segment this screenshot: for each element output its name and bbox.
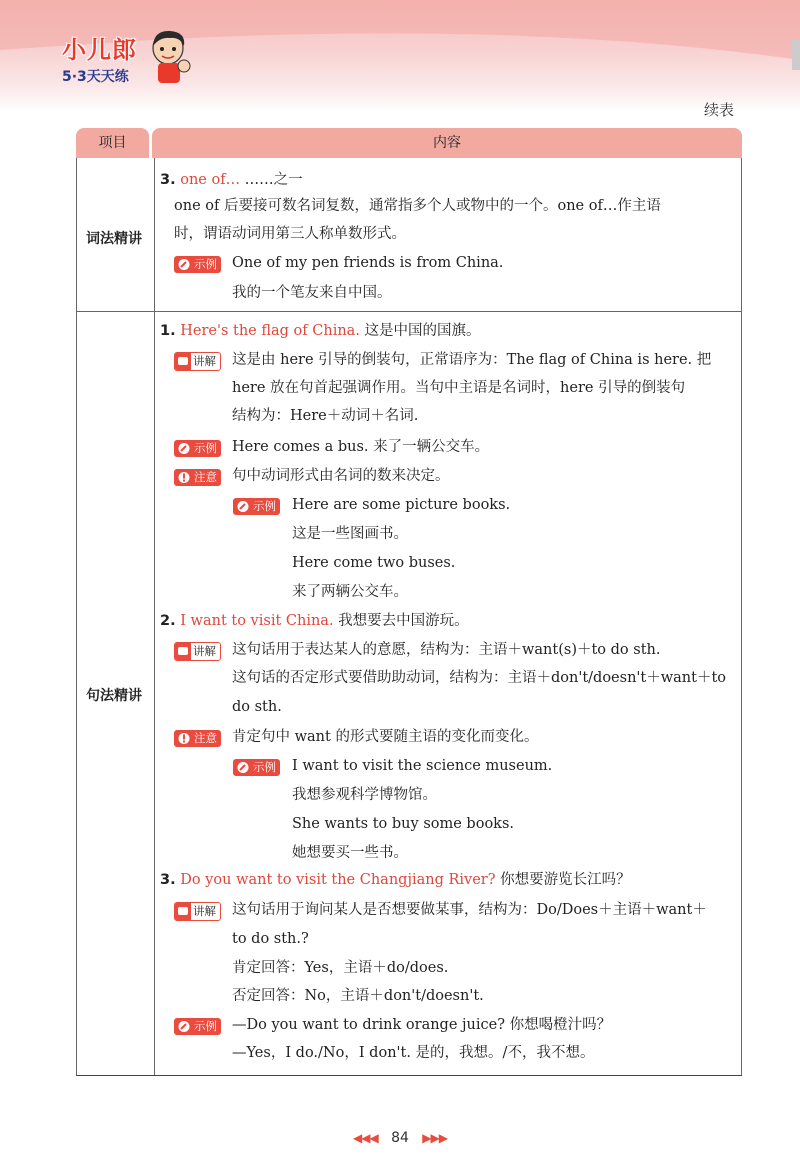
example-tag: 示例 <box>174 256 221 273</box>
note-tag: 注意 <box>174 730 221 747</box>
syntax2-sentence: I want to visit China. <box>180 613 334 629</box>
pencil-icon <box>235 759 251 776</box>
syntax2-example-line: 我想参观科学博物馆。 <box>292 787 437 803</box>
row-label-syntax: 句法精讲 <box>86 688 142 704</box>
prev-arrows-icon: ◀◀◀ <box>353 1131 378 1145</box>
page-footer <box>0 1130 800 1146</box>
syntax3-example-line: —Yes，I do./No，I don't. 是的，我想。/不，我不想。 <box>232 1045 595 1061</box>
next-arrows-icon: ▶▶▶ <box>422 1131 447 1145</box>
syntax2-example-line: I want to visit the science museum. <box>292 758 553 774</box>
syntax3-explain-line: 否定回答：No，主语＋don't/doesn't. <box>232 988 484 1004</box>
lexis-example-en: One of my pen friends is from China. <box>232 255 504 271</box>
pencil-icon <box>235 498 251 515</box>
exclamation-icon <box>176 469 192 486</box>
header-content: 内容 <box>152 128 742 158</box>
syntax1-explain-line: 这是由 here 引导的倒装句，正常语序为：The flag of China is here. 把 <box>232 352 712 368</box>
row-label-lexis: 词法精讲 <box>86 231 142 247</box>
syntax1-example2-line: 这是一些图画书。 <box>292 526 408 542</box>
syntax1-sentence: Here's the flag of China. <box>180 323 360 339</box>
speech-icon <box>175 903 191 920</box>
example-tag: 示例 <box>233 498 280 515</box>
table-header <box>76 128 742 158</box>
syntax2-explain-line: 这句话的否定形式要借助助动词，结构为：主语＋don't/doesn't＋want＋to <box>232 670 727 686</box>
lexis-phrase: one of… <box>180 172 241 188</box>
header-item: 项目 <box>76 128 149 158</box>
syntax2-example-line: 她想要买一些书。 <box>292 845 408 861</box>
syntax2-explain-line: 这句话用于表达某人的意愿，结构为：主语＋want(s)＋to do sth. <box>232 642 661 658</box>
lexis-desc-line: 时，谓语动词用第三人称单数形式。 <box>174 226 406 242</box>
syntax3-explain-line: to do sth.? <box>232 931 309 947</box>
page-number: 84 <box>391 1130 409 1146</box>
speech-icon <box>175 643 191 660</box>
exclamation-icon <box>176 730 192 747</box>
syntax3-explain-line: 这句话用于询问某人是否想要做某事，结构为：Do/Does＋主语＋want＋ <box>232 902 707 918</box>
explain-tag: 讲解 <box>174 352 221 371</box>
row-divider <box>76 311 742 312</box>
speech-icon <box>175 353 191 370</box>
pencil-icon <box>176 256 192 273</box>
pencil-icon <box>176 1018 192 1035</box>
lexis-heading: 3. one of… ……之一 <box>160 172 303 188</box>
syntax2-heading: 2. I want to visit China. 我想要去中国游玩。 <box>160 613 469 629</box>
syntax3-sentence: Do you want to visit the Changjiang River? <box>180 872 496 888</box>
syntax1-example2-line: 来了两辆公交车。 <box>292 584 408 600</box>
syntax2-note: 肯定句中 want 的形式要随主语的变化而变化。 <box>232 729 539 745</box>
logo-subtitle: 5·3天天练 <box>62 69 129 85</box>
example-tag: 示例 <box>174 440 221 457</box>
syntax1-explain-line: here 放在句首起强调作用。当句中主语是名词时，here 引导的倒装句 <box>232 380 686 396</box>
syntax2-example-line: She wants to buy some books. <box>292 816 515 832</box>
lexis-example-zh: 我的一个笔友来自中国。 <box>232 285 392 301</box>
syntax1-example2-line: Here are some picture books. <box>292 497 511 513</box>
table-right-border <box>741 158 742 1075</box>
note-tag: 注意 <box>174 469 221 486</box>
pencil-icon <box>176 440 192 457</box>
explain-tag: 讲解 <box>174 642 221 661</box>
logo-title: 小儿郎 <box>62 36 137 64</box>
table-column-divider <box>154 158 155 1075</box>
brand-logo <box>62 30 202 92</box>
syntax3-example-line: —Do you want to drink orange juice? 你想喝橙汁吗？ <box>232 1017 612 1033</box>
mascot-boy-icon <box>146 28 194 86</box>
syntax1-note: 句中动词形式由名词的数来决定。 <box>232 468 450 484</box>
syntax3-explain-line: 肯定回答：Yes，主语＋do/does. <box>232 960 449 976</box>
syntax1-explain-line: 结构为：Here＋动词＋名词. <box>232 408 419 424</box>
lexis-desc-line: one of 后要接可数名词复数，通常指多个人或物中的一个。one of…作主语 <box>174 198 661 214</box>
explain-tag: 讲解 <box>174 902 221 921</box>
syntax1-example2-line: Here come two buses. <box>292 555 456 571</box>
syntax1-example: Here comes a bus. 来了一辆公交车。 <box>232 439 490 455</box>
syntax3-heading: 3. Do you want to visit the Changjiang River? 你想要游览长江吗？ <box>160 872 631 888</box>
syntax1-heading: 1. Here's the flag of China. 这是中国的国旗。 <box>160 323 481 339</box>
table-left-border <box>76 158 77 1075</box>
syntax2-explain-line: do sth. <box>232 699 282 715</box>
example-tag: 示例 <box>233 759 280 776</box>
example-tag: 示例 <box>174 1018 221 1035</box>
continued-label: 续表 <box>703 101 734 119</box>
